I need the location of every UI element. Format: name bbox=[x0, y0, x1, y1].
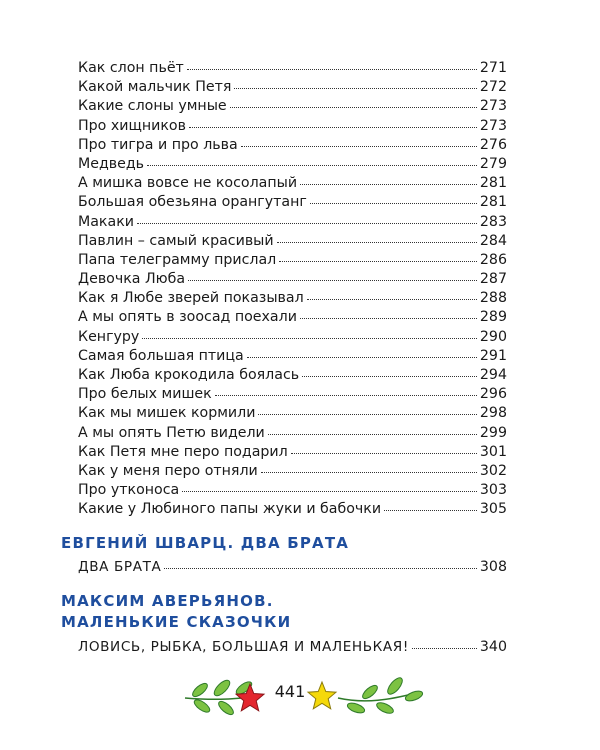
toc-entry-title: А мишка вовсе не косолапый bbox=[78, 175, 298, 192]
toc-entry[interactable] bbox=[78, 59, 507, 78]
dot-leader bbox=[187, 69, 477, 70]
toc-entry[interactable] bbox=[78, 424, 507, 443]
dot-leader bbox=[234, 88, 476, 89]
toc-entry-page: 302 bbox=[479, 462, 507, 479]
toc-entry-title: Макаки bbox=[78, 213, 134, 230]
toc-entry-page: 284 bbox=[479, 232, 507, 249]
toc-entry-title: Девочка Люба bbox=[78, 271, 186, 288]
toc-entry-page: 276 bbox=[479, 136, 507, 153]
toc-entry-page: 271 bbox=[479, 60, 507, 76]
toc-entry[interactable] bbox=[78, 251, 507, 270]
toc-entry-page: 273 bbox=[479, 117, 507, 134]
toc-entry[interactable] bbox=[78, 213, 507, 232]
dot-leader bbox=[258, 414, 476, 415]
toc-entry-title: Про утконоса bbox=[78, 482, 180, 499]
toc-entry-title: А мы опять в зоосад поехали bbox=[78, 309, 297, 326]
dot-leader bbox=[291, 453, 477, 454]
toc-entry-page: 298 bbox=[479, 405, 507, 422]
dot-leader bbox=[142, 338, 477, 339]
page-number: 441 bbox=[274, 682, 306, 701]
toc-entry[interactable] bbox=[78, 385, 507, 404]
toc-entry-title: Про тигра и про льва bbox=[78, 136, 238, 153]
toc-entry-title: Кенгуру bbox=[78, 328, 140, 345]
toc-entry-title: Папа телеграмму прислал bbox=[78, 251, 277, 268]
toc-entry-page: 283 bbox=[479, 213, 507, 230]
toc-entry-page: 308 bbox=[479, 558, 507, 575]
yellow-star-icon bbox=[308, 682, 336, 709]
dot-leader bbox=[412, 648, 477, 649]
dot-leader bbox=[302, 376, 477, 377]
dot-leader bbox=[164, 568, 477, 569]
dot-leader bbox=[300, 318, 477, 319]
toc-entry-title: Павлин – самый красивый bbox=[78, 232, 274, 249]
toc-entry-title: Про белых мишек bbox=[78, 386, 212, 403]
toc-entry-page: 291 bbox=[479, 347, 507, 364]
toc-entry[interactable] bbox=[78, 155, 507, 174]
toc-entry[interactable] bbox=[78, 308, 507, 327]
toc-entry-dva-brata[interactable] bbox=[78, 558, 507, 577]
dot-leader bbox=[384, 510, 477, 511]
toc-entry[interactable] bbox=[78, 117, 507, 136]
toc-entry-page: 286 bbox=[479, 251, 507, 268]
toc-entry[interactable] bbox=[78, 443, 507, 462]
toc-entry-lovis-rybka[interactable] bbox=[78, 638, 507, 657]
toc-entry[interactable] bbox=[78, 366, 507, 385]
toc-entry-title: Как Петя мне перо подарил bbox=[78, 443, 288, 460]
toc-entry-title: Как у меня перо отняли bbox=[78, 462, 258, 479]
dot-leader bbox=[300, 184, 477, 185]
toc-entry-title: Как слон пьёт bbox=[78, 60, 184, 76]
toc-entry[interactable] bbox=[78, 347, 507, 366]
toc-entry[interactable] bbox=[78, 289, 507, 308]
toc-entries bbox=[78, 59, 507, 520]
toc-entry-page: 305 bbox=[479, 501, 507, 518]
section-heading-averyanov-line1: МАКСИМ АВЕРЬЯНОВ. bbox=[61, 591, 274, 610]
dot-leader bbox=[215, 395, 477, 396]
right-branch-icon bbox=[338, 675, 424, 715]
toc-entry-page: 288 bbox=[479, 290, 507, 307]
toc-entry-title: Медведь bbox=[78, 155, 145, 172]
dot-leader bbox=[279, 261, 477, 262]
dot-leader bbox=[261, 472, 477, 473]
dot-leader bbox=[241, 146, 477, 147]
toc-entry[interactable] bbox=[78, 174, 507, 193]
dot-leader bbox=[277, 242, 477, 243]
toc-entry-page: 289 bbox=[479, 309, 507, 326]
toc-entry[interactable] bbox=[78, 404, 507, 423]
toc-entry-page: 301 bbox=[479, 443, 507, 460]
toc-entry-page: 296 bbox=[479, 386, 507, 403]
toc-entry-title: ДВА БРАТА bbox=[78, 558, 162, 575]
toc-entry-title: Как я Любе зверей показывал bbox=[78, 290, 304, 307]
dot-leader bbox=[230, 107, 477, 108]
dot-leader bbox=[137, 223, 477, 224]
toc-entry-title: Какие у Любиного папы жуки и бабочки bbox=[78, 501, 382, 518]
toc-entry-page: 281 bbox=[479, 194, 507, 211]
toc-entry-page: 340 bbox=[479, 638, 507, 655]
toc-entry-page: 290 bbox=[479, 328, 507, 345]
toc-entry-page: 273 bbox=[479, 98, 507, 115]
toc-entry-title: Какие слоны умные bbox=[78, 98, 227, 115]
toc-entry-title: Как мы мишек кормили bbox=[78, 405, 256, 422]
dot-leader bbox=[307, 299, 477, 300]
toc-entry[interactable] bbox=[78, 78, 507, 97]
toc-entry-title: ЛОВИСЬ, РЫБКА, БОЛЬШАЯ И МАЛЕНЬКАЯ! bbox=[78, 638, 409, 655]
toc-entry[interactable] bbox=[78, 481, 507, 500]
toc-entry-page: 287 bbox=[479, 271, 507, 288]
toc-entry-title: Про хищников bbox=[78, 117, 186, 134]
toc-entry-title: Большая обезьяна орангутанг bbox=[78, 194, 307, 211]
toc-entry-title: Какой мальчик Петя bbox=[78, 79, 232, 96]
dot-leader bbox=[247, 357, 477, 358]
toc-entry[interactable] bbox=[78, 270, 507, 289]
dot-leader bbox=[189, 127, 477, 128]
toc-entry-title: Как Люба крокодила боялась bbox=[78, 367, 300, 383]
dot-leader bbox=[147, 165, 477, 166]
toc-entry-title: Самая большая птица bbox=[78, 347, 244, 364]
dot-leader bbox=[310, 203, 477, 204]
toc-entry-page: 303 bbox=[479, 482, 507, 499]
toc-entry-title: А мы опять Петю видели bbox=[78, 424, 265, 441]
toc-entry[interactable] bbox=[78, 193, 507, 212]
toc-entry-page: 281 bbox=[479, 175, 507, 192]
toc-entry[interactable] bbox=[78, 500, 507, 519]
dot-leader bbox=[182, 491, 477, 492]
toc-entry-page: 294 bbox=[479, 367, 507, 383]
dot-leader bbox=[188, 280, 477, 281]
toc-entry[interactable] bbox=[78, 136, 507, 155]
dot-leader bbox=[268, 434, 477, 435]
toc-entry-page: 299 bbox=[479, 424, 507, 441]
toc-entry[interactable] bbox=[78, 97, 507, 116]
table-of-contents bbox=[61, 59, 507, 657]
toc-entry[interactable] bbox=[78, 328, 507, 347]
section-heading-averyanov-line2: МАЛЕНЬКИЕ СКАЗОЧКИ bbox=[61, 612, 292, 631]
toc-entry[interactable] bbox=[78, 232, 507, 251]
toc-entry-page: 272 bbox=[479, 79, 507, 96]
toc-entry[interactable] bbox=[78, 462, 507, 481]
section-heading-shvarts: ЕВГЕНИЙ ШВАРЦ. ДВА БРАТА bbox=[61, 533, 350, 552]
toc-entry-page: 279 bbox=[479, 155, 507, 172]
